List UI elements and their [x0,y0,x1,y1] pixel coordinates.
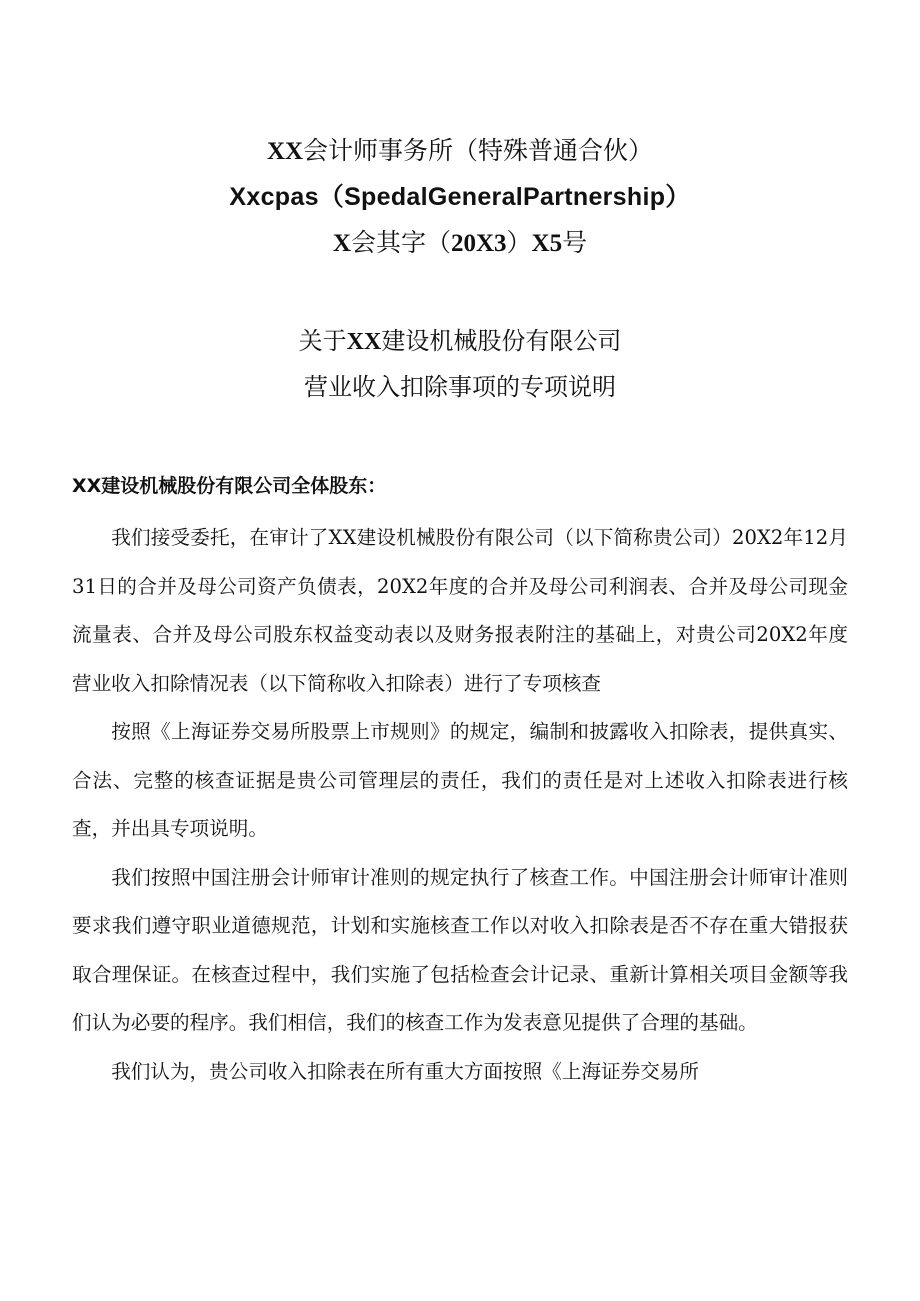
reference-year: 20X3 [450,230,507,257]
title-line-1 [0,318,920,364]
reference-mid: 会其字（ [350,228,451,257]
firm-name-english: Xxcpas（SpedalGeneralPartnership） [229,183,691,211]
salutation: XX建设机械股份有限公司全体股东： [72,475,387,497]
title-company-abbr: XX [346,329,382,355]
firm-name [0,128,920,174]
reference-suffix: 号 [562,228,588,257]
paragraph-opinion: 我们认为，贵公司收入扣除表在所有重大方面按照《上海证券交易所 [111,1059,699,1083]
document-title [0,318,920,410]
paragraph-procedures: 我们按照中国注册会计师审计准则的规定执行了核查工作。中国注册会计师审计准则要求我们遵守职业道德规范，计划和实施核查工作以对收入扣除表是否不存在重大错报获取合理保证。在核查过程中，我们实施了包括检查会计记录、重新计算相关项目金额等我们认为必要的程序。我们相信，我们的核查工作为发表意见提供了合理的基础。 [72,865,848,1034]
paragraph-engagement: 我们接受委托，在审计了XX建设机械股份有限公司（以下简称贵公司）20X2年12月31日的合并及母公司资产负债表，20X2年度的合并及母公司利润表、合并及母公司现金流量表、合并及母公司股东权益变动表以及财务报表附注的基础上，对贵公司20X2年度营业收入扣除情况表（以下简称收入扣除表）进行了专项核查 [72,526,848,695]
title-prefix: 关于 [298,327,347,355]
reference-prefix: X [332,230,351,257]
firm-name-prefix: XX [266,138,304,165]
firm-name-text: 会计师事务所（特殊普通合伙） [303,136,654,165]
body-text [72,514,848,1096]
document-header [0,128,920,266]
reference-close: ） [506,228,532,257]
paragraph-responsibility: 按照《上海证券交易所股票上市规则》的规定，编制和披露收入扣除表，提供真实、合法、完整的核查证据是贵公司管理层的责任，我们的责任是对上述收入扣除表进行核查，并出具专项说明。 [72,720,848,840]
title-company-name: 建设机械股份有限公司 [381,327,622,355]
title-line-2: 营业收入扣除事项的专项说明 [304,373,616,401]
reference-num: X5 [531,230,563,257]
reference-number [0,220,920,266]
